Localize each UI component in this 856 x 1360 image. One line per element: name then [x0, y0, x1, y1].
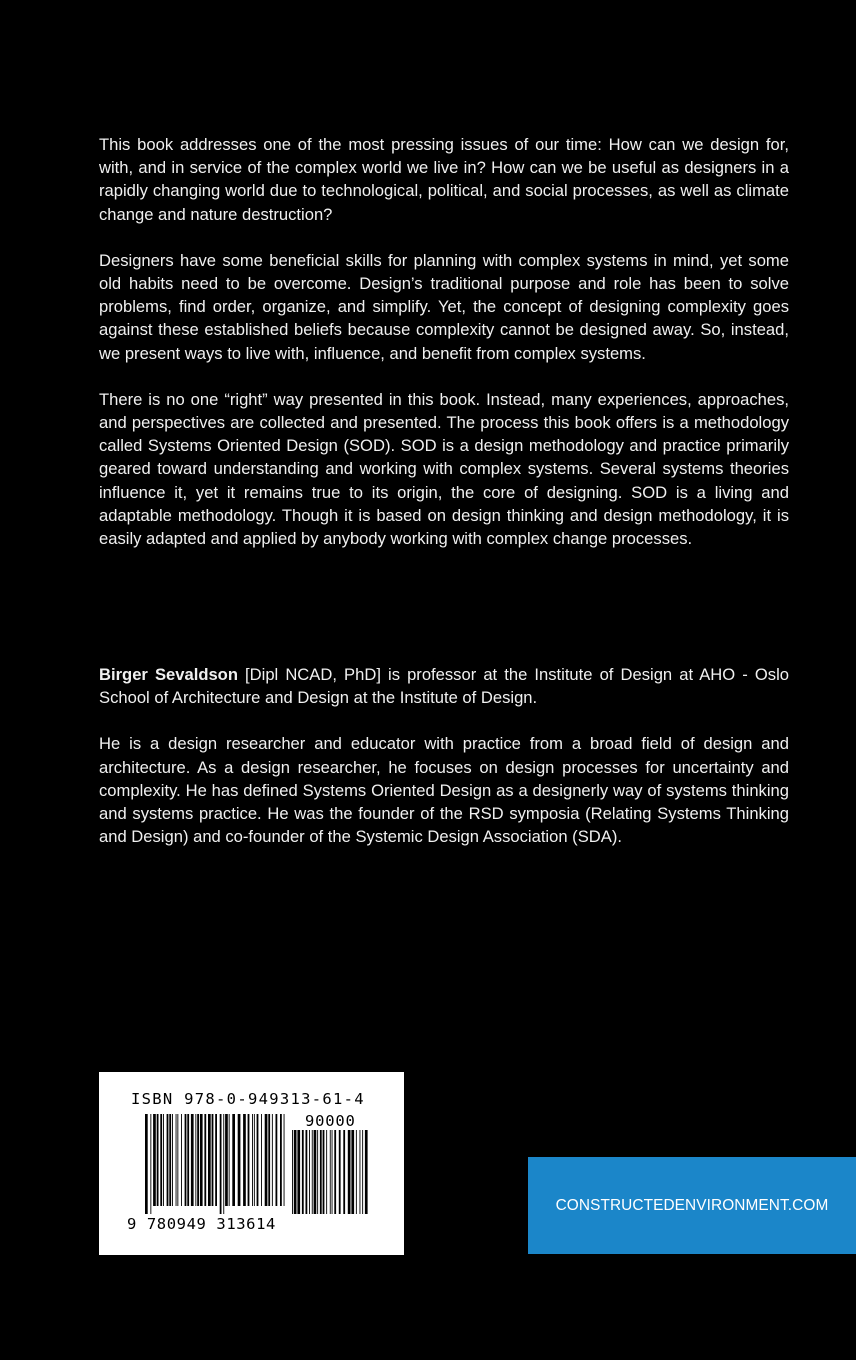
barcode-bar	[292, 1130, 293, 1214]
barcode-bar	[185, 1114, 187, 1206]
barcode-bar	[339, 1130, 341, 1214]
barcode-bar	[261, 1114, 262, 1206]
barcode-bar	[334, 1130, 336, 1214]
barcode-bar	[215, 1114, 217, 1206]
barcode-bar	[280, 1114, 282, 1206]
barcode-bar	[268, 1114, 270, 1206]
barcode-bar	[197, 1114, 199, 1206]
barcode-bar	[343, 1130, 345, 1214]
author-credentials: [Dipl NCAD, PhD] is professor at the Institute of Design at AHO - Oslo School of Architecture and Design at the Institute of Design.	[99, 665, 789, 708]
barcode-bar	[220, 1114, 222, 1214]
barcode-bar	[314, 1130, 317, 1214]
barcode-bar	[272, 1114, 273, 1206]
barcode-bar	[265, 1114, 268, 1206]
barcode-bar	[284, 1114, 285, 1206]
barcode-bar	[229, 1114, 230, 1206]
barcode-bar	[356, 1130, 357, 1214]
barcode-bar	[232, 1114, 235, 1206]
barcode-bar	[312, 1130, 313, 1214]
barcode-bar	[191, 1114, 194, 1206]
ean-barcode-bars	[145, 1114, 287, 1214]
barcode-bar	[181, 1114, 182, 1206]
barcode-bar	[302, 1130, 304, 1214]
bio-paragraph-1	[99, 663, 789, 709]
barcode-bar	[332, 1130, 333, 1214]
barcode-bar	[252, 1114, 253, 1206]
barcode-bar	[323, 1130, 325, 1214]
barcode-bar	[360, 1130, 361, 1214]
price-code: 90000	[305, 1112, 356, 1130]
barcode-bar	[225, 1114, 228, 1206]
barcode-bar	[195, 1114, 196, 1206]
barcode-bar	[176, 1114, 177, 1206]
barcode-bar	[238, 1114, 241, 1206]
barcode-bar	[172, 1114, 173, 1206]
barcode-bar	[297, 1130, 300, 1214]
barcode-bar	[145, 1114, 148, 1214]
barcode-bar	[351, 1130, 354, 1214]
blurb-paragraph-3: There is no one “right” way presented in this book. Instead, many experiences, approaches, and perspectives are collected and presented. The process this book offers is a methodology called Systems Oriented Design (SOD). SOD is a design methodology and practice primarily geared toward understanding and working with complex systems. Several systems theories influence it, yet it remains true to its origin, the core of designing. SOD is a living and adaptable methodology. Though it is based on design thinking and design methodology, it is easily adapted and applied by anybody working with complex change processes.	[99, 389, 789, 549]
barcode-bar	[160, 1114, 162, 1206]
book-blurb	[99, 133, 789, 550]
barcode-bar	[169, 1114, 171, 1206]
barcode-bar	[348, 1130, 351, 1214]
barcode-bar	[212, 1114, 214, 1206]
barcode-bar	[254, 1114, 255, 1206]
barcode-bar	[243, 1114, 246, 1206]
barcode-bar	[223, 1114, 224, 1214]
publisher-url-panel	[528, 1157, 856, 1254]
author-bio	[99, 663, 789, 848]
barcode-bar	[309, 1130, 310, 1214]
barcode-bar	[306, 1130, 308, 1214]
barcode-bar	[317, 1130, 318, 1214]
barcode-bar	[326, 1130, 327, 1214]
barcode-bar	[204, 1114, 206, 1206]
author-name: Birger Sevaldson	[99, 665, 238, 684]
barcode-bar	[200, 1114, 203, 1206]
barcode-bar	[177, 1114, 178, 1206]
barcode-bar	[150, 1114, 151, 1214]
publisher-url[interactable]: CONSTRUCTEDENVIRONMENT.COM	[555, 1196, 829, 1214]
barcode-bar	[248, 1114, 250, 1206]
barcode-bar	[320, 1130, 322, 1214]
barcode-bar	[330, 1130, 331, 1214]
blurb-paragraph-2: Designers have some beneficial skills for planning with complex systems in mind, yet some old habits need to be overcome. Design’s traditional purpose and role has been to solve problems, find order, organize, and simplify. Yet, the concept of designing complexity goes against these established beliefs because complexity cannot be designed away. So, instead, we present ways to live with, influence, and benefit from complex systems.	[99, 250, 789, 363]
barcode-bar	[163, 1114, 164, 1206]
barcode-bar	[362, 1130, 363, 1214]
barcode-bar	[365, 1130, 368, 1214]
blurb-paragraph-1: This book addresses one of the most pressing issues of our time: How can we design for, with, and in service of the complex world we live in? How can we be useful as designers in a rapidly changing world due to technological, political, and social processes, as well as climate change and nature destruction?	[99, 135, 789, 224]
isbn-barcode-box	[99, 1072, 404, 1255]
bio-paragraph-2: He is a design researcher and educator with practice from a broad field of design and architecture. As a design researcher, he focuses on design processes for uncertainty and complexity. He has defined Systems Oriented Design as a designerly way of systems thinking and systems practice. He was the founder of the RSD symposia (Relating Systems Thinking and Design) and co-founder of the Systemic Design Association (SDA).	[99, 734, 789, 847]
barcode-bar	[153, 1114, 156, 1206]
barcode-bar	[187, 1114, 189, 1206]
barcode-bar	[276, 1114, 278, 1206]
barcode-bar	[167, 1114, 169, 1206]
barcode-bar	[257, 1114, 259, 1206]
barcode-bar	[294, 1130, 297, 1214]
isbn-label: ISBN 978-0-949313-61-4	[131, 1090, 365, 1108]
barcode-bar	[157, 1114, 159, 1206]
barcode-bar	[208, 1114, 211, 1206]
ean-digits: 9 780949 313614	[127, 1215, 276, 1233]
addon-barcode-bars	[292, 1130, 372, 1214]
